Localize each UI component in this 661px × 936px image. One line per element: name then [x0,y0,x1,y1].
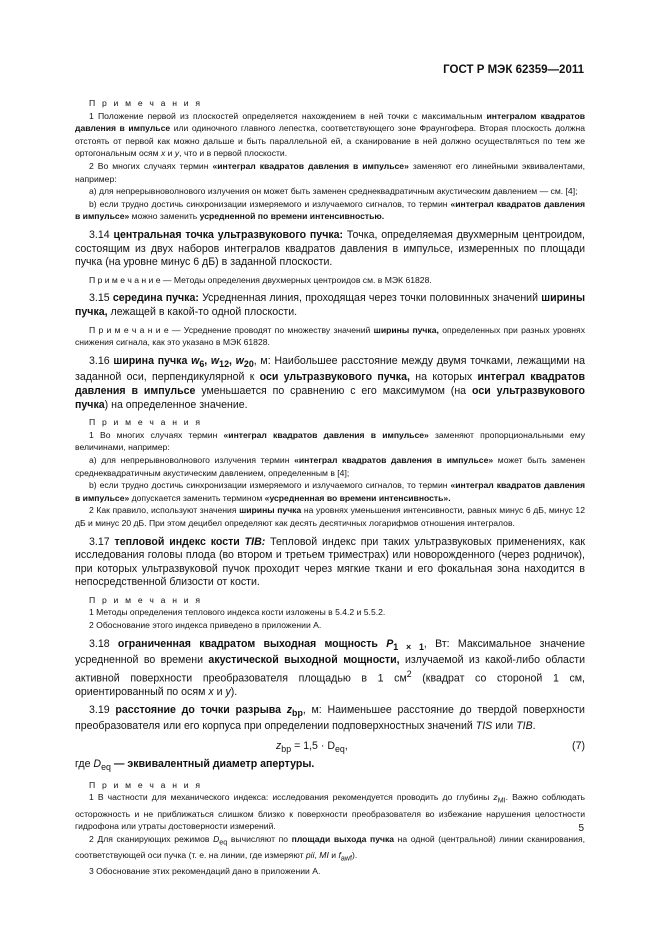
section-3-17-notes-title: П р и м е ч а н и я [89,594,203,605]
page-number: 5 [578,823,584,834]
section-3-14: 3.14 центральная точка ультразвукового пучка: Точка, определяемая двухмерным центроидом, состоящим из двух наборов интегралов квадратов давления в импульсе, измеренных по площади пучка (на уровне минус 6 дБ) в заданной плоскости. [75,228,585,269]
section-3-17: 3.17 тепловой индекс кости TIB: Тепловой индекс при таких ультразвуковых применениях, как исследования головы плода (во втором и третьем триместрах) или новорожденного (через родничок), при которых ультразвуковой пучок проходит через мягкие ткани и его фокальная зона находится в непосредственной близости от кости. [75,535,586,589]
equation-7 [75,738,585,756]
section-3-16-note-2: 2 Как правило, используют значения ширины пучка на уровнях уменьшения интенсивности, равных минус 6 дБ, минус 12 дБ и минус 20 дБ. При этом децибел определяют как десять десятичных логарифмов отношения интегралов. [75,505,585,528]
equation-where: где $D_{eq}$ — эквивалентный диаметр апертуры. [75,757,315,773]
section-3-19-note-3: 3 Обоснование этих рекомендаций дано в приложении А. [89,866,321,877]
section-3-18: 3.18 ограниченная квадратом выходная мощность $P_{1 \times 1}$, Вт: Максимальное значение усредненной во времени акустической выходной мощности, излучаемой из какой-либо области активной поверхности преобразователя площадью в 1 $см^2$ (квадрат со стороной 1 см, ориентированный по осям x и y). [75,637,586,699]
section-3-15-note: П р и м е ч а н и е — Усреднение проводят по множеству значений ширины пучка, определенных при разных уровнях снижения сигнала, как это указано в МЭК 61828. [75,324,586,348]
notes-title: П р и м е ч а н и я [89,98,203,108]
section-3-14-note: П р и м е ч а н и е — Методы определения двухмерных центроидов см. в МЭК 61828. [89,274,432,285]
section-3-16-note-1: 1 Во многих случаях термин «интеграл квадратов давления в импульсе» заменяют пропорциональными ему величинами, например: [75,429,585,453]
equation-number: (7) [572,739,585,752]
section-3-16-note-1b: b) если трудно достичь синхронизации измеряемого и излучаемого сигналов, то термин «интеграл квадратов давления в импульсе» допускается заменить термином «усредненная во времени интенсивность». [75,480,586,503]
section-3-15: 3.15 середина пучка: Усредненная линия, проходящая через точки половинных значений ширины пучка, лежащей в какой-то одной плоскости. [75,292,586,318]
section-3-19-note-2: 2 Для сканирующих режимов $D_{eq}$ вычисляют по площади выхода пучка на одной (центральной) линии сканирования, соответствующей оси пучка (т. е. на линии, где измеряют pii, MI и $f_{awf}$). [75,833,585,863]
document-header: ГОСТ Р МЭК 62359—2011 [443,64,584,76]
section-3-17-note-2: 2 Обоснование этого индекса приведено в приложении А. [89,620,322,631]
section-3-19: 3.19 расстояние до точки разрыва $z_{bp}$, м: Наименьшее расстояние до твердой поверхности преобразователя или его корпуса при определении подповерхностных значений TIS или TIB. [75,703,585,733]
note-2b: b) если трудно достичь синхронизации измеряемого и излучаемого сигналов, то термин «интеграл квадратов давления в импульсе» можно заменить усредненной по времени интенсивностью. [75,198,586,222]
section-3-16-notes-title: П р и м е ч а н и я [89,417,203,428]
equation-formula: $z_{bp} = 1,5 \cdot D_{eq}$, [276,739,348,755]
note-1: 1 Положение первой из плоскостей определяется нахождением в ней точки с максимальным интегралом квадратов давления в импульсе или одиночного главного лепестка, соответствующего зоне Фраунгофера. Вторая плоскость должна отстоять от первой как можно дальше и быть параллельной ей, а сканирование в ней должно осуществляться по тем же ортогональным осям x и y, что и в первой плоскости. [75,110,586,159]
section-3-19-note-1: 1 В частности для механического индекса: исследования рекомендуется проводить до глубины $z_{MI}$. Важно соблюдать осторожность и не приближаться слишком близко к поверхности преобразователя во избежание нарушения целостности гидрофона или утраты достоверности измерений. [75,792,586,832]
section-3-16-note-1a: a) для непрерывноволнового излучения термин «интеграл квадратов давления в импульсе» может быть заменен среднеквадратичным акустическим давлением, определенным в [4]; [75,454,586,478]
note-2: 2 Во многих случаях термин «интеграл квадратов давления в импульсе» заменяют его линейными эквивалентами, например: [75,160,586,184]
page-body [75,94,585,878]
section-3-19-notes-title: П р и м е ч а н и я [89,779,203,790]
note-2a: a) для непрерывноволнового излучения он может быть заменен среднеквадратичным акустическим давлением — см. [4]; [89,186,578,197]
section-3-16: 3.16 ширина пучка $w_6$, $w_{12}$, $w_{20}$, м: Наибольшее расстояние между двумя точками, лежащими на заданной оси, перпендикулярной к оси ультразвукового пучка, на которых интеграл квадратов давления в импульсе уменьшается по сравнению с его максимумом (на оси ультразвукового пучка) на определенное значение. [75,354,586,411]
section-3-17-note-1: 1 Методы определения теплового индекса кости изложены в 5.4.2 и 5.5.2. [89,607,386,618]
